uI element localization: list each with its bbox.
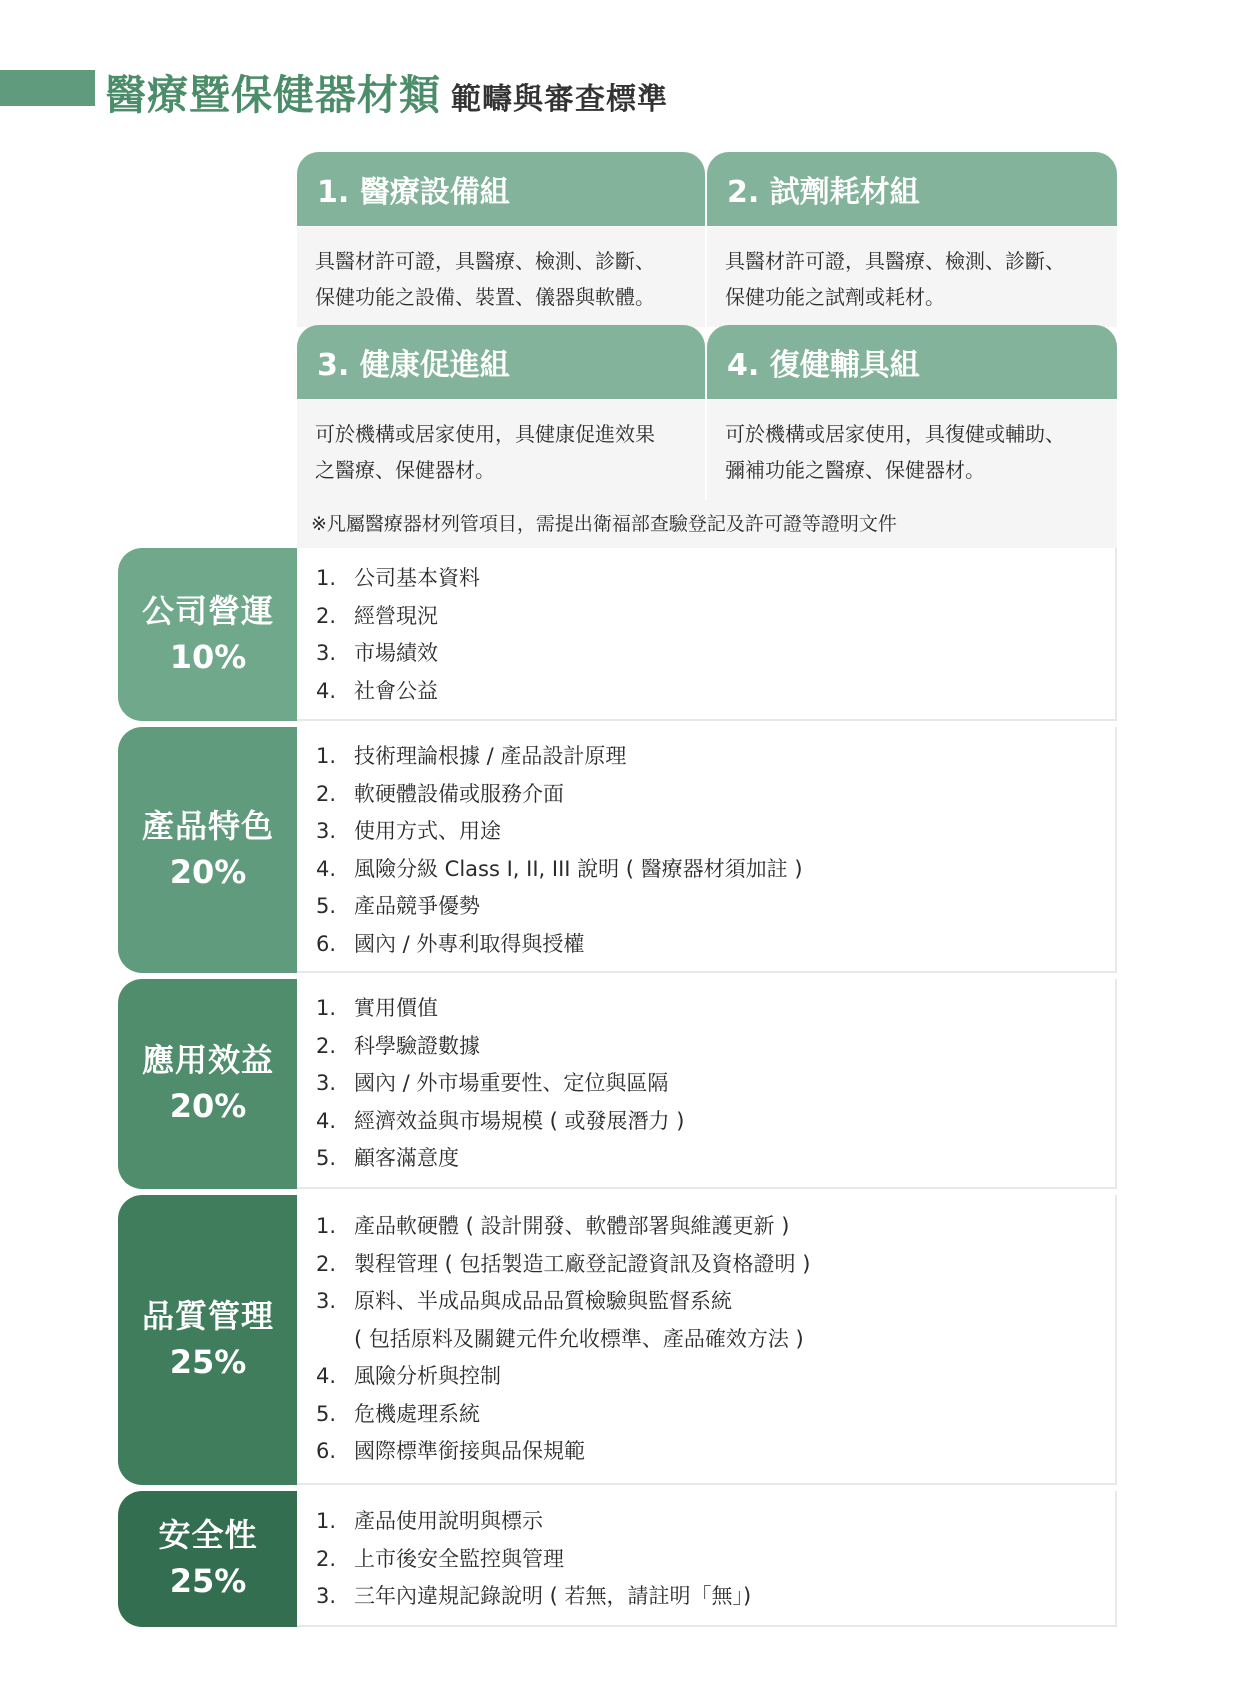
list-item xyxy=(316,776,803,814)
item-text: 實用價值 xyxy=(354,996,438,1020)
item-text: 科學驗證數據 xyxy=(354,1033,480,1058)
category-desc-line: 具醫材許可證，具醫療、檢測、診斷、 xyxy=(315,249,655,273)
category-desc-2 xyxy=(707,227,1117,327)
item-number: 1. xyxy=(316,996,337,1020)
list-item xyxy=(316,851,803,889)
category-header-3: 3. 健康促進組 xyxy=(297,325,705,399)
list-item xyxy=(316,1140,684,1178)
item-text: 三年內違規記錄說明 ( 若無，請註明「無」) xyxy=(354,1584,752,1608)
item-text: 產品使用說明與標示 xyxy=(354,1509,543,1533)
criterion-name: 安全性 xyxy=(158,1516,258,1554)
item-text: 國際標準銜接與品保規範 xyxy=(354,1439,585,1463)
item-text: 國內 / 外市場重要性、定位與區隔 xyxy=(354,1071,669,1095)
item-text: 經濟效益與市場規模 ( 或發展潛力 ) xyxy=(354,1108,685,1133)
item-number: 3. xyxy=(316,1584,337,1608)
item-number: 4. xyxy=(316,678,337,703)
item-number: 4. xyxy=(316,1364,337,1388)
item-number: 4. xyxy=(316,856,337,881)
item-text: 風險分析與控制 xyxy=(354,1364,501,1388)
list-item xyxy=(316,926,803,964)
criterion-label-application-benefits xyxy=(118,979,298,1189)
list-item xyxy=(316,635,480,673)
list-item xyxy=(316,560,480,598)
item-number: 2. xyxy=(316,603,337,628)
category-desc-line: 保健功能之設備、裝置、儀器與軟體。 xyxy=(315,285,655,309)
list-item xyxy=(316,888,803,926)
list-item xyxy=(316,1283,810,1321)
category-header-2: 2. 試劑耗材組 xyxy=(707,152,1117,226)
list-item xyxy=(316,1358,810,1396)
list-item xyxy=(316,1321,810,1359)
list-item xyxy=(316,1208,810,1246)
criterion-weight: 10% xyxy=(169,637,247,676)
category-header-4: 4. 復健輔具組 xyxy=(707,325,1117,399)
list-item xyxy=(316,1246,810,1284)
item-text: 產品軟硬體 ( 設計開發、軟體部署與維護更新 ) xyxy=(354,1214,790,1238)
criterion-label-quality-management xyxy=(118,1195,298,1485)
category-header-1: 1. 醫療設備組 xyxy=(297,152,705,226)
criterion-list-3 xyxy=(316,990,684,1178)
item-number: 2. xyxy=(316,1033,337,1058)
criterion-name: 公司營運 xyxy=(141,591,274,630)
item-text: 風險分級 Class I, II, III 說明 ( 醫療器材須加註 ) xyxy=(354,856,803,881)
criterion-name: 產品特色 xyxy=(141,807,274,845)
list-item xyxy=(316,598,480,636)
list-item xyxy=(316,1433,810,1471)
item-number: 5. xyxy=(316,894,337,918)
criterion-weight: 20% xyxy=(169,853,247,891)
item-text: 社會公益 xyxy=(354,678,438,703)
category-divider xyxy=(705,152,707,500)
item-text: 顧客滿意度 xyxy=(354,1146,459,1170)
item-number: 5. xyxy=(316,1146,337,1170)
title-accent-bar xyxy=(0,70,95,106)
page-title-sub: 範疇與審查標準 xyxy=(451,82,668,117)
page-title-main: 醫療暨保健器材類 xyxy=(105,71,441,119)
item-number: 6. xyxy=(316,931,337,956)
item-text: 國內 / 外專利取得與授權 xyxy=(354,931,585,956)
list-item xyxy=(316,1541,751,1579)
list-item xyxy=(316,990,684,1028)
list-item xyxy=(316,1065,684,1103)
item-number: 4. xyxy=(316,1108,337,1133)
item-number: 1. xyxy=(316,566,337,590)
item-number: 1. xyxy=(316,744,337,768)
item-number: 2. xyxy=(316,1546,337,1571)
criterion-weight: 25% xyxy=(169,1562,247,1600)
criterion-list-5 xyxy=(316,1503,751,1616)
category-desc-line: 彌補功能之醫療、保健器材。 xyxy=(725,458,985,482)
criterion-weight: 25% xyxy=(169,1343,247,1381)
item-text: 經營現況 xyxy=(354,603,438,628)
item-text: 上市後安全監控與管理 xyxy=(354,1546,564,1571)
category-note: ※凡屬醫療器材列管項目，需提出衛福部查驗登記及許可證等證明文件 xyxy=(297,500,1117,548)
item-text: 公司基本資料 xyxy=(354,566,480,590)
category-desc-line: 可於機構或居家使用，具復健或輔助、 xyxy=(725,422,1065,446)
item-number: 3. xyxy=(316,1071,337,1095)
criterion-label-product-features xyxy=(118,727,298,973)
list-item xyxy=(316,1396,810,1434)
list-item xyxy=(316,813,803,851)
category-desc-4 xyxy=(707,400,1117,500)
criterion-label-company-operations xyxy=(118,548,298,721)
item-text: 產品競爭優勢 xyxy=(354,894,480,918)
criterion-list-4 xyxy=(316,1208,810,1471)
category-desc-3 xyxy=(297,400,705,500)
item-number: 3. xyxy=(316,641,337,665)
item-text: 使用方式、用途 xyxy=(354,819,501,843)
item-text: 危機處理系統 xyxy=(354,1401,480,1426)
list-item xyxy=(316,1503,751,1541)
list-item xyxy=(316,1103,684,1141)
category-desc-line: 可於機構或居家使用，具健康促進效果 xyxy=(315,422,655,446)
item-number: 3. xyxy=(316,819,337,843)
item-number: 3. xyxy=(316,1289,337,1313)
category-desc-line: 具醫材許可證，具醫療、檢測、診斷、 xyxy=(725,249,1065,273)
category-desc-1 xyxy=(297,227,705,327)
category-desc-line: 之醫療、保健器材。 xyxy=(315,458,495,482)
list-item xyxy=(316,1578,751,1616)
item-number: 2. xyxy=(316,781,337,806)
list-item xyxy=(316,1028,684,1066)
item-number: 1. xyxy=(316,1509,337,1533)
item-text: 原料、半成品與成品品質檢驗與監督系統 xyxy=(354,1289,732,1313)
page-title xyxy=(105,62,668,121)
category-desc-line: 保健功能之試劑或耗材。 xyxy=(725,285,945,309)
item-text: 市場績效 xyxy=(354,641,438,665)
criterion-name: 品質管理 xyxy=(141,1297,274,1335)
item-text: 軟硬體設備或服務介面 xyxy=(354,781,564,806)
list-item xyxy=(316,673,480,711)
item-number: 6. xyxy=(316,1439,337,1463)
criterion-list-2 xyxy=(316,738,803,963)
criterion-label-safety xyxy=(118,1491,298,1627)
item-number: 2. xyxy=(316,1251,337,1276)
item-number: 1. xyxy=(316,1214,337,1238)
criterion-weight: 20% xyxy=(169,1087,247,1125)
item-text: 製程管理 ( 包括製造工廠登記證資訊及資格證明 ) xyxy=(354,1251,811,1276)
list-item xyxy=(316,738,803,776)
criterion-name: 應用效益 xyxy=(141,1041,274,1079)
item-number: 5. xyxy=(316,1401,337,1426)
item-text: ( 包括原料及關鍵元件允收標準、產品確效方法 ) xyxy=(354,1326,804,1351)
item-text: 技術理論根據 / 產品設計原理 xyxy=(354,744,627,768)
criterion-list-1 xyxy=(316,560,480,710)
